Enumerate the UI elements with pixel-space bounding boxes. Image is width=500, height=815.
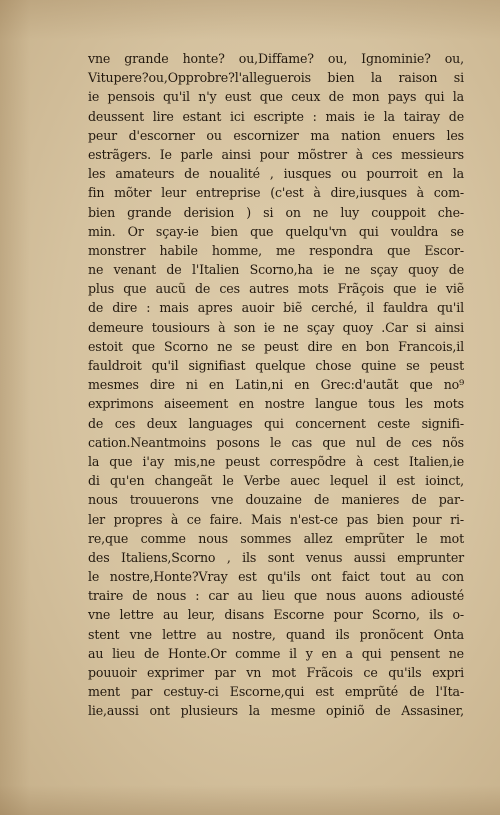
text-line: demeure tousiours à son ie ne sçay quoy .Car si ainsi: [88, 319, 464, 335]
text-line: di qu'en changeãt le Verbe auec lequel il est ioinct,: [88, 473, 464, 489]
text-line: vne grande honte? ou,Diffame? ou, Ignominie? ou,: [88, 51, 464, 66]
text-line: deussent lire estant ici escripte : mais ie la tairay de: [88, 108, 464, 124]
text-line: re,que comme nous sommes allez emprũter le mot: [88, 530, 464, 546]
text-line: au lieu de Honte.Or comme il y en a qui pensent ne: [88, 645, 464, 661]
text-line: pouuoir exprimer par vn mot Frãcois ce qu'ils expri: [88, 665, 464, 680]
text-line: de dire : mais apres auoir biẽ cerché, il fauldra qu'il: [88, 300, 464, 316]
text-line: min. Or sçay-ie bien que quelqu'vn qui vouldra se: [88, 223, 464, 239]
text-line: stent vne lettre au nostre, quand ils pronõcent Onta: [88, 626, 464, 642]
text-line: fauldroit qu'il signifiast quelque chose quine se peust: [88, 358, 464, 373]
page-stain-left: [0, 0, 30, 815]
text-line: ne venant de l'Italien Scorno,ha ie ne sçay quoy de: [88, 262, 464, 278]
page-stain-bottom: [0, 785, 500, 815]
text-line: des Italiens,Scorno , ils sont venus aussi emprunter: [88, 549, 464, 565]
text-line: le nostre,Honte?Vray est qu'ils ont faict tout au con: [88, 569, 464, 585]
text-line: de ces deux languages qui concernent ceste signifi-: [88, 415, 464, 431]
text-line: vne lettre au leur, disans Escorne pour Scorno, ils o-: [88, 607, 464, 623]
text-line: peur d'escorner ou escornizer ma nation enuers les: [88, 127, 464, 143]
text-line: estoit que Scorno ne se peust dire en bon Francois,il: [88, 338, 464, 354]
text-line: plus que aucũ de ces autres mots Frãçois que ie viẽ: [88, 281, 464, 297]
text-line: traire de nous : car au lieu que nous auons adiousté: [88, 588, 464, 604]
text-line: mesmes dire ni en Latin,ni en Grec:d'autãt que no⁹: [88, 377, 464, 393]
text-line: ler propres à ce faire. Mais n'est-ce pas bien pour ri-: [88, 511, 464, 527]
text-line: fin mõter leur entreprise (c'est à dire,iusques à com-: [88, 185, 464, 201]
text-line: cation.Neantmoins posons le cas que nul de ces nõs: [88, 434, 464, 450]
body-text: [88, 49, 464, 721]
text-line: monstrer habile homme, me respondra que Escor-: [88, 242, 464, 258]
text-line: nous trouuerons vne douzaine de manieres de par-: [88, 492, 464, 508]
text-line: les amateurs de noualité , iusques ou pourroit en la: [88, 166, 464, 182]
text-line: la que i'ay mis,ne peust correspõdre à cest Italien,ie: [88, 453, 464, 469]
text-line: estrãgers. Ie parle ainsi pour mõstrer à ces messieurs: [88, 146, 464, 162]
text-line: ie pensois qu'il n'y eust que ceux de mon pays qui la: [88, 89, 464, 105]
text-line: bien grande derision ) si on ne luy couppoit che-: [88, 204, 464, 220]
text-line: exprimons aiseement en nostre langue tous les mots: [88, 396, 464, 412]
text-line: ment par cestuy-ci Escorne,qui est emprũté de l'Ita-: [88, 684, 464, 700]
text-line: lie,aussi ont plusieurs la mesme opiniõ de Assasiner,: [88, 703, 464, 719]
page-stain-top: [0, 0, 500, 40]
text-line: Vitupere?ou,Opprobre?l'alleguerois bien la raison si: [88, 70, 464, 86]
